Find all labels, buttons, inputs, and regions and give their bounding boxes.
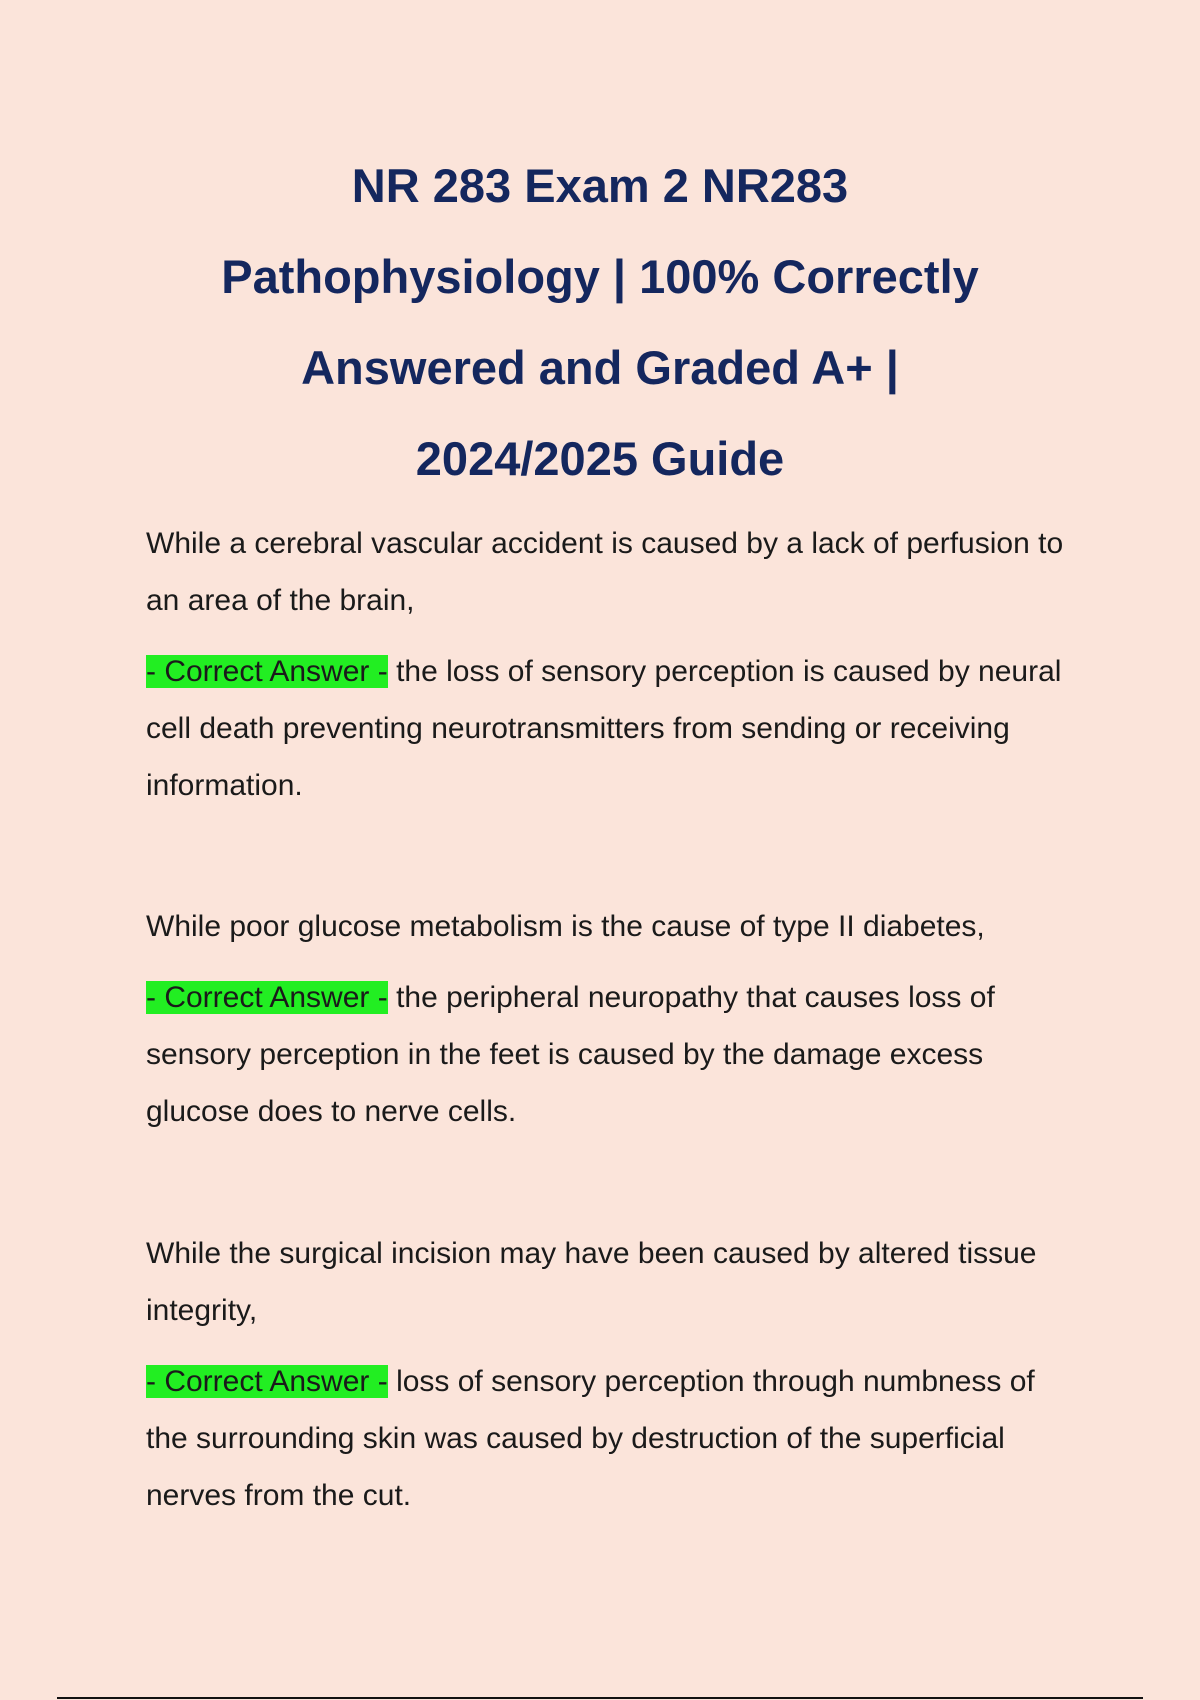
answer-paragraph [146,643,1066,814]
correct-answer-label: - Correct Answer - [146,1365,388,1398]
answer-paragraph [146,1353,1066,1524]
answer-text: the loss of sensory perception is caused by neural cell death preventing neurotransmitters from sending or receiving information. [146,655,1062,802]
answer-paragraph [146,969,1066,1140]
footer-divider [57,1697,1143,1699]
answer-text: loss of sensory perception through numbness of the surrounding skin was caused by destruction of the superficial nerves from the cut. [146,1365,1035,1512]
correct-answer-label: - Correct Answer - [146,655,388,688]
title-line: 2024/2025 Guide [415,432,785,485]
question-text: While a cerebral vascular accident is caused by a lack of perfusion to an area of the brain, [146,527,1064,617]
qa-item [146,898,1066,1140]
correct-answer-label: - Correct Answer - [146,981,388,1014]
answer-text: the peripheral neuropathy that causes loss of sensory perception in the feet is caused by the damage excess glucose does to nerve cells. [146,981,995,1128]
title-line: Answered and Graded A+ | [301,341,899,394]
question-text: While poor glucose metabolism is the cause of type II diabetes, [146,910,985,943]
question-text: While the surgical incision may have been caused by altered tissue integrity, [146,1237,1037,1327]
title-line: Pathophysiology | 100% Correctly [221,250,979,303]
document-title [150,140,1050,504]
qa-item [146,515,1066,814]
qa-item [146,1225,1066,1524]
title-line: NR 283 Exam 2 NR283 [351,159,849,212]
